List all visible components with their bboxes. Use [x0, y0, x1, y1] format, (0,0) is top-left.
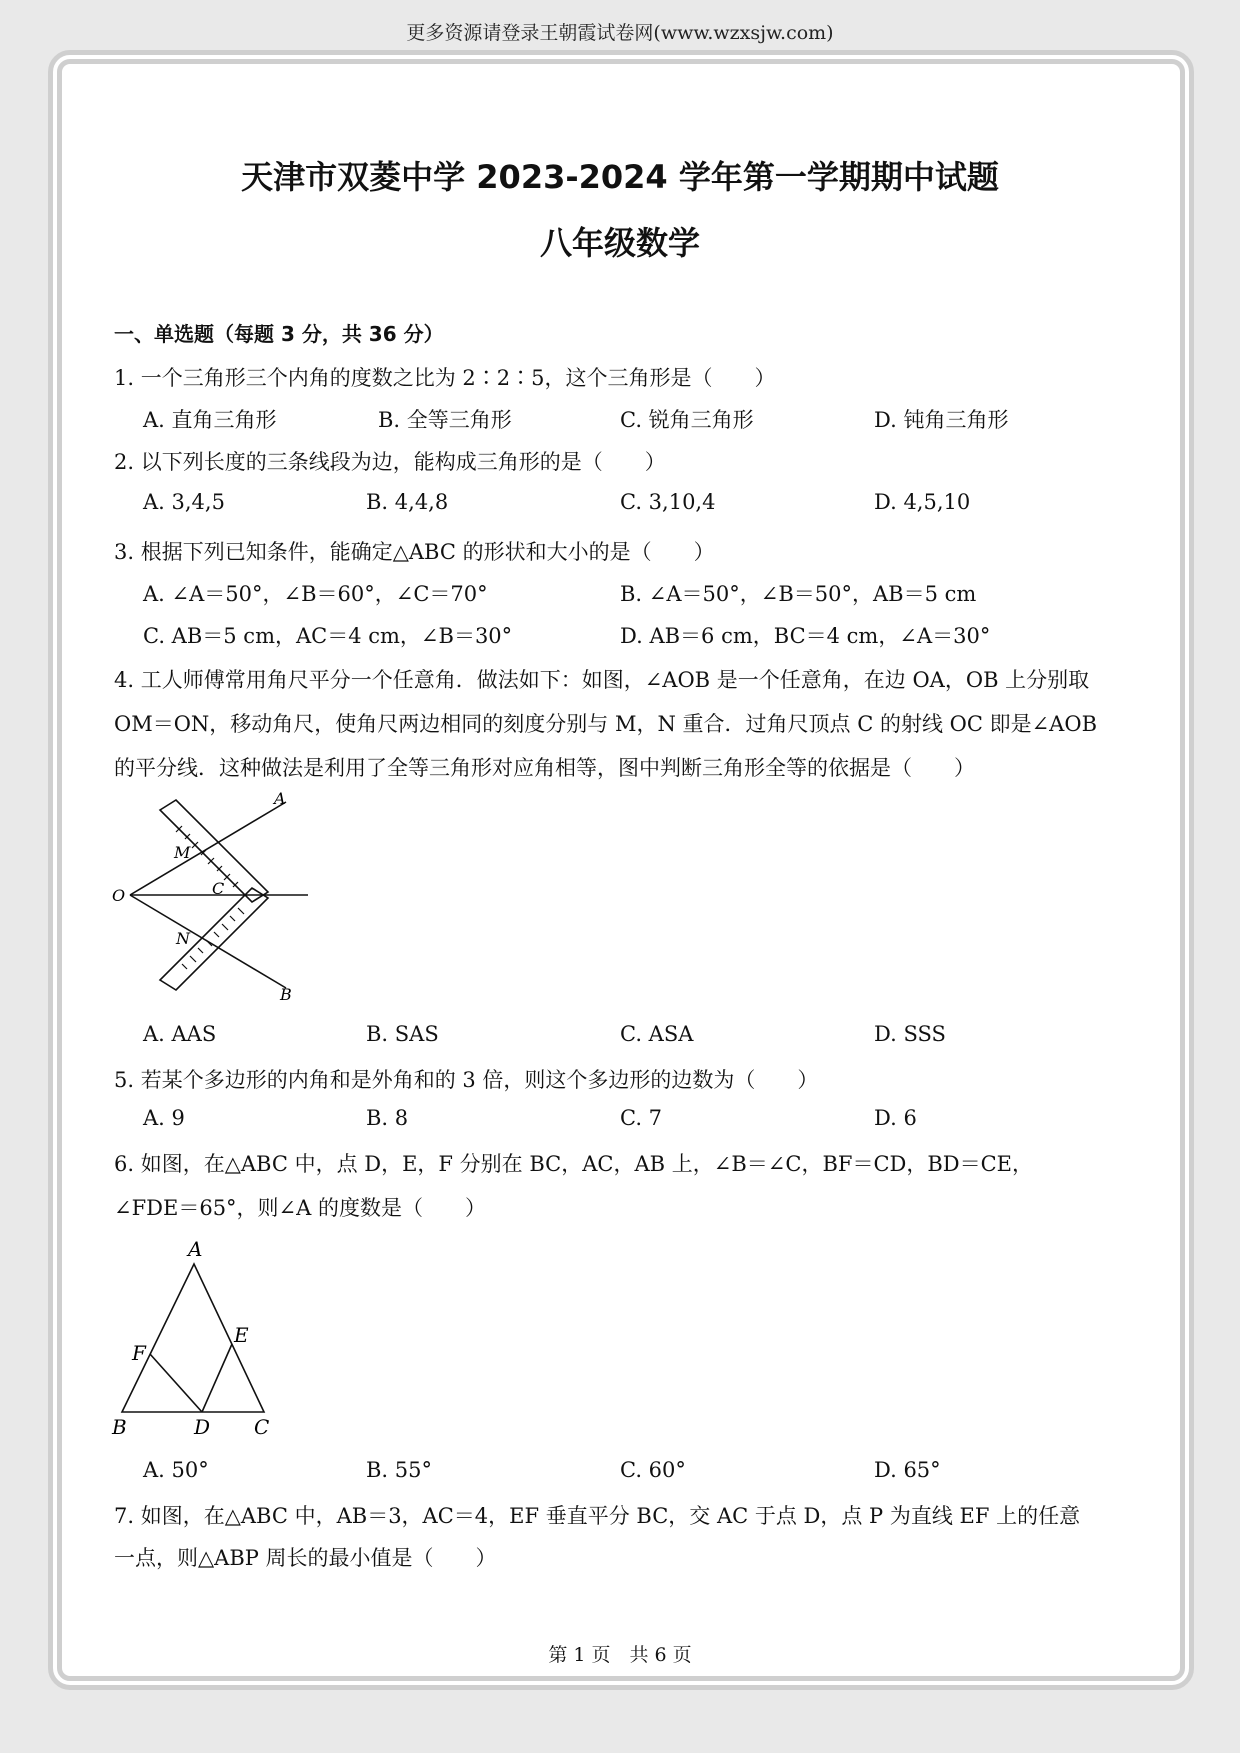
- question-7-line2: 一点，则△ABP 周长的最小值是（ ）: [114, 1546, 497, 1570]
- question-4-line3: 的平分线．这种做法是利用了全等三角形对应角相等，图中判断三角形全等的依据是（ ）: [114, 756, 975, 780]
- question-3-stem: 3. 根据下列已知条件，能确定△ABC 的形状和大小的是（ ）: [114, 540, 715, 564]
- figure-label-m: M: [174, 843, 191, 862]
- q4-option-a: A. AAS: [143, 1022, 217, 1046]
- q1-option-b: B. 全等三角形: [378, 408, 512, 432]
- angle-ruler-figure: [108, 788, 318, 1008]
- figure-label-a: A: [274, 789, 286, 808]
- q5-option-b: B. 8: [366, 1106, 409, 1130]
- q2-option-a: A. 3,4,5: [143, 490, 225, 514]
- figure-label-c: C: [254, 1415, 270, 1439]
- page-footer: 第 1 页 共 6 页: [548, 1644, 692, 1666]
- q2-option-b: B. 4,4,8: [366, 490, 449, 514]
- exam-title: 天津市双菱中学 2023-2024 学年第一学期期中试题: [241, 158, 999, 196]
- question-4-line2: OM＝ON，移动角尺，使角尺两边相同的刻度分别与 M，N 重合．过角尺顶点 C 的射线 OC 即是∠AOB: [114, 712, 1097, 736]
- q5-option-a: A. 9: [143, 1106, 185, 1130]
- figure-label-n: N: [176, 929, 190, 948]
- question-7-line1: 7. 如图，在△ABC 中，AB＝3，AC＝4，EF 垂直平分 BC，交 AC 于点 D，点 P 为直线 EF 上的任意: [114, 1504, 1081, 1528]
- q3-option-c: C. AB＝5 cm，AC＝4 cm，∠B＝30°: [143, 624, 513, 648]
- figure-label-f: F: [132, 1341, 146, 1365]
- triangle-figure: [108, 1236, 288, 1442]
- segment-de: [202, 1344, 232, 1412]
- q6-option-d: D. 65°: [874, 1458, 941, 1482]
- q5-option-d: D. 6: [874, 1106, 917, 1130]
- question-4-line1: 4. 工人师傅常用角尺平分一个任意角．做法如下：如图，∠AOB 是一个任意角，在边 OA，OB 上分别取: [114, 668, 1090, 692]
- exam-subtitle: 八年级数学: [539, 224, 700, 262]
- ruler-ticks-lower: [182, 908, 244, 969]
- q6-option-a: A. 50°: [143, 1458, 209, 1482]
- q4-option-d: D. SSS: [874, 1022, 946, 1046]
- q3-option-b: B. ∠A＝50°，∠B＝50°，AB＝5 cm: [620, 582, 977, 606]
- q2-option-d: D. 4,5,10: [874, 490, 971, 514]
- q1-option-d: D. 钝角三角形: [874, 408, 1009, 432]
- figure-label-b: B: [280, 985, 292, 1004]
- q6-option-c: C. 60°: [620, 1458, 686, 1482]
- q4-option-c: C. ASA: [620, 1022, 694, 1046]
- figure-label-b: B: [112, 1415, 127, 1439]
- q1-option-c: C. 锐角三角形: [620, 408, 754, 432]
- figure-label-c: C: [212, 879, 225, 898]
- ray-oa: [130, 802, 286, 895]
- q5-option-c: C. 7: [620, 1106, 663, 1130]
- question-1-stem: 1. 一个三角形三个内角的度数之比为 2∶2∶5，这个三角形是（ ）: [114, 366, 776, 390]
- q1-option-a: A. 直角三角形: [143, 408, 277, 432]
- question-2-stem: 2. 以下列长度的三条线段为边，能构成三角形的是（ ）: [114, 450, 666, 474]
- q3-option-d: D. AB＝6 cm，BC＝4 cm，∠A＝30°: [620, 624, 991, 648]
- q3-option-a: A. ∠A＝50°，∠B＝60°，∠C＝70°: [143, 582, 488, 606]
- figure-label-e: E: [234, 1323, 249, 1347]
- segment-fd: [150, 1354, 202, 1412]
- q4-option-b: B. SAS: [366, 1022, 439, 1046]
- section-heading: 一、单选题（每题 3 分，共 36 分）: [114, 322, 444, 346]
- figure-label-a: A: [188, 1237, 203, 1261]
- q6-option-b: B. 55°: [366, 1458, 433, 1482]
- question-6-line1: 6. 如图，在△ABC 中，点 D，E，F 分别在 BC，AC，AB 上，∠B＝∠C，BF＝CD，BD＝CE，: [114, 1152, 1034, 1176]
- q2-option-c: C. 3,10,4: [620, 490, 716, 514]
- website-note: 更多资源请登录王朝霞试卷网(www.wzxsjw.com): [406, 22, 834, 44]
- figure-label-o: O: [112, 886, 126, 905]
- question-6-line2: ∠FDE＝65°，则∠A 的度数是（ ）: [114, 1196, 486, 1220]
- figure-label-d: D: [194, 1415, 211, 1439]
- question-5-stem: 5. 若某个多边形的内角和是外角和的 3 倍，则这个多边形的边数为（ ）: [114, 1068, 819, 1092]
